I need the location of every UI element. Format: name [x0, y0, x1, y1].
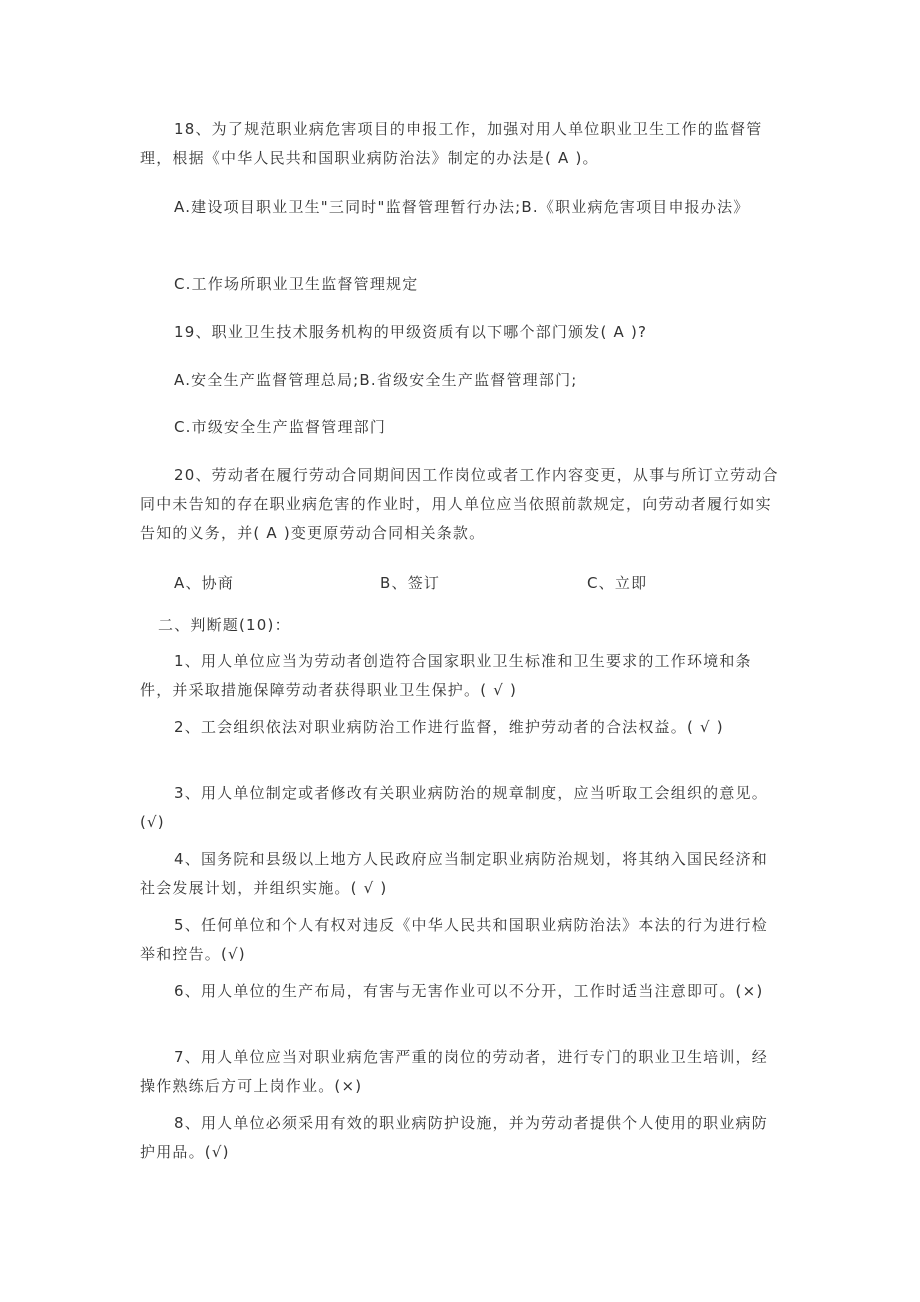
judgement-item-7: 7、用人单位应当对职业病危害严重的岗位的劳动者，进行专门的职业卫生培训，经操作熟练后方可上岗作业。(×)	[140, 1048, 768, 1095]
question-19-options-ab: A.安全生产监督管理总局;B.省级安全生产监督管理部门;	[174, 371, 578, 389]
judgement-item-2: 2、工会组织依法对职业病防治工作进行监督，维护劳动者的合法权益。( √ )	[174, 718, 724, 736]
section-2-heading: 二、判断题(10)：	[158, 616, 291, 634]
question-20-option-a: A、协商	[174, 574, 235, 592]
question-18-stem: 18、为了规范职业病危害项目的申报工作，加强对用人单位职业卫生工作的监督管理，根据《中华人民共和国职业病防治法》制定的办法是( A )。	[140, 120, 763, 167]
judgement-item-1: 1、用人单位应当为劳动者创造符合国家职业卫生标准和卫生要求的工作环境和条件，并采取措施保障劳动者获得职业卫生保护。( √ )	[140, 652, 752, 699]
question-18-options-ab: A.建设项目职业卫生"三同时"监督管理暂行办法;B.《职业病危害项目申报办法》	[174, 198, 750, 216]
question-19-stem: 19、职业卫生技术服务机构的甲级资质有以下哪个部门颁发( A )?	[174, 323, 648, 341]
judgement-item-8: 8、用人单位必须采用有效的职业病防护设施，并为劳动者提供个人使用的职业病防护用品。(√)	[140, 1114, 768, 1161]
judgement-item-6: 6、用人单位的生产布局，有害与无害作业可以不分开，工作时适当注意即可。(×)	[174, 982, 764, 1000]
question-18-option-c: C.工作场所职业卫生监督管理规定	[174, 275, 419, 293]
question-20-option-c: C、立即	[587, 574, 648, 592]
question-20-option-b: B、签订	[380, 574, 441, 592]
judgement-item-5: 5、任何单位和个人有权对违反《中华人民共和国职业病防治法》本法的行为进行检举和控告。(√)	[140, 916, 768, 963]
judgement-item-3: 3、用人单位制定或者修改有关职业病防治的规章制度，应当听取工会组织的意见。(√)	[140, 784, 768, 831]
question-20-stem: 20、劳动者在履行劳动合同期间因工作岗位或者工作内容变更，从事与所订立劳动合同中未告知的存在职业病危害的作业时，用人单位应当依照前款规定，向劳动者履行如实告知的义务，并( A )变更原劳动合同相关条款。	[140, 466, 779, 542]
judgement-item-4: 4、国务院和县级以上地方人民政府应当制定职业病防治规划，将其纳入国民经济和社会发展计划，并组织实施。( √ )	[140, 850, 768, 897]
question-19-option-c: C.市级安全生产监督管理部门	[174, 418, 387, 436]
